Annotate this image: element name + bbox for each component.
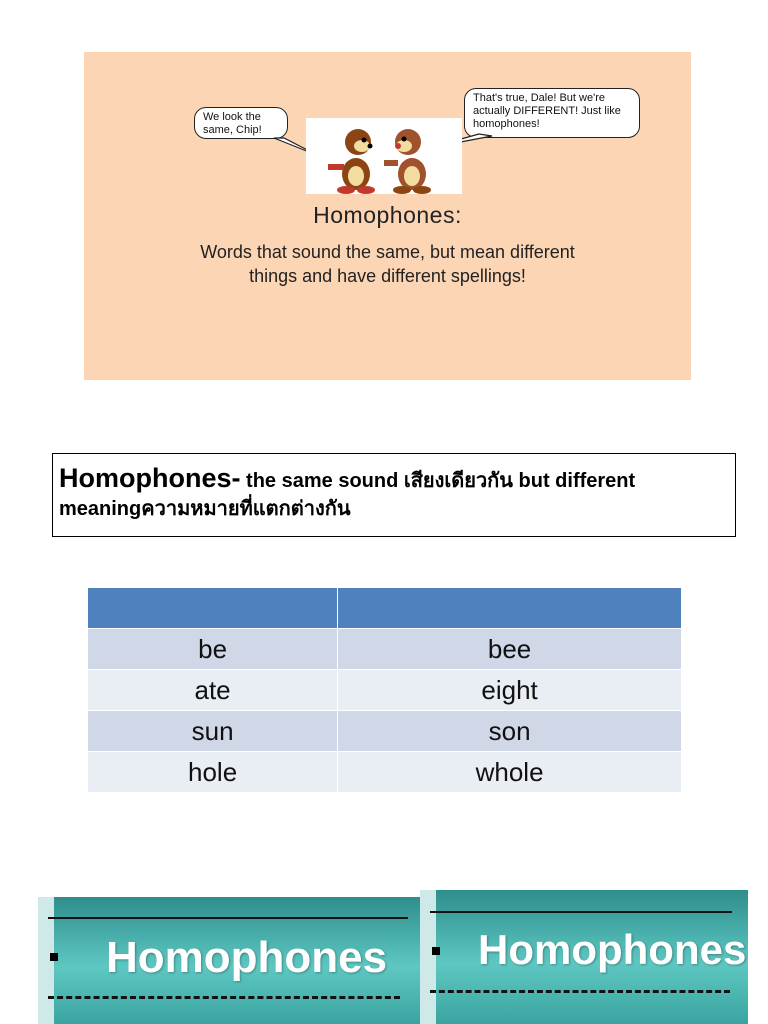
table-cell: ate	[88, 670, 338, 711]
chipmunks-image	[306, 118, 462, 194]
speech-bubble-right: That's true, Dale! But we're actually DIFFERENT! Just like homophones!	[464, 88, 640, 138]
definition-box	[52, 453, 736, 537]
table-header-row	[88, 588, 682, 629]
table-cell: hole	[88, 752, 338, 793]
banner-marker	[432, 947, 440, 955]
homophones-banner-left	[38, 897, 420, 1024]
table-cell: son	[338, 711, 682, 752]
table-cell: whole	[338, 752, 682, 793]
slide-definition: Words that sound the same, but mean different things and have different spellings!	[200, 242, 575, 286]
table-cell: sun	[88, 711, 338, 752]
banner-title: Homophones	[106, 933, 388, 982]
table-row	[88, 629, 682, 670]
slide-homophones-intro	[84, 52, 691, 380]
speech-bubble-left: We look the same, Chip!	[194, 107, 288, 139]
slide-title: Homophones:	[313, 202, 462, 228]
homophones-table	[87, 587, 682, 793]
definition-thai1: เสียงเดียวกัน	[403, 470, 513, 492]
table-cell: be	[88, 629, 338, 670]
banner-dashed-line	[48, 996, 400, 1002]
table-row	[88, 711, 682, 752]
banner-top-line	[48, 917, 408, 919]
table-row	[88, 752, 682, 793]
banner-marker	[50, 953, 58, 961]
table-row	[88, 670, 682, 711]
table-cell: bee	[338, 629, 682, 670]
banner-top-line	[430, 911, 732, 913]
definition-term: Homophones-	[59, 463, 241, 493]
definition-part1: the same sound	[240, 470, 404, 492]
definition-thai2: ความหมายที่แตกต่างกัน	[141, 498, 351, 520]
table-header-cell	[88, 588, 338, 629]
definition-part2: but different meaning	[59, 470, 636, 520]
homophones-banner-right	[420, 890, 748, 1024]
table-cell: eight	[338, 670, 682, 711]
banner-dashed-line	[430, 990, 730, 996]
banner-title: Homophones	[478, 926, 747, 973]
table-header-cell	[338, 588, 682, 629]
